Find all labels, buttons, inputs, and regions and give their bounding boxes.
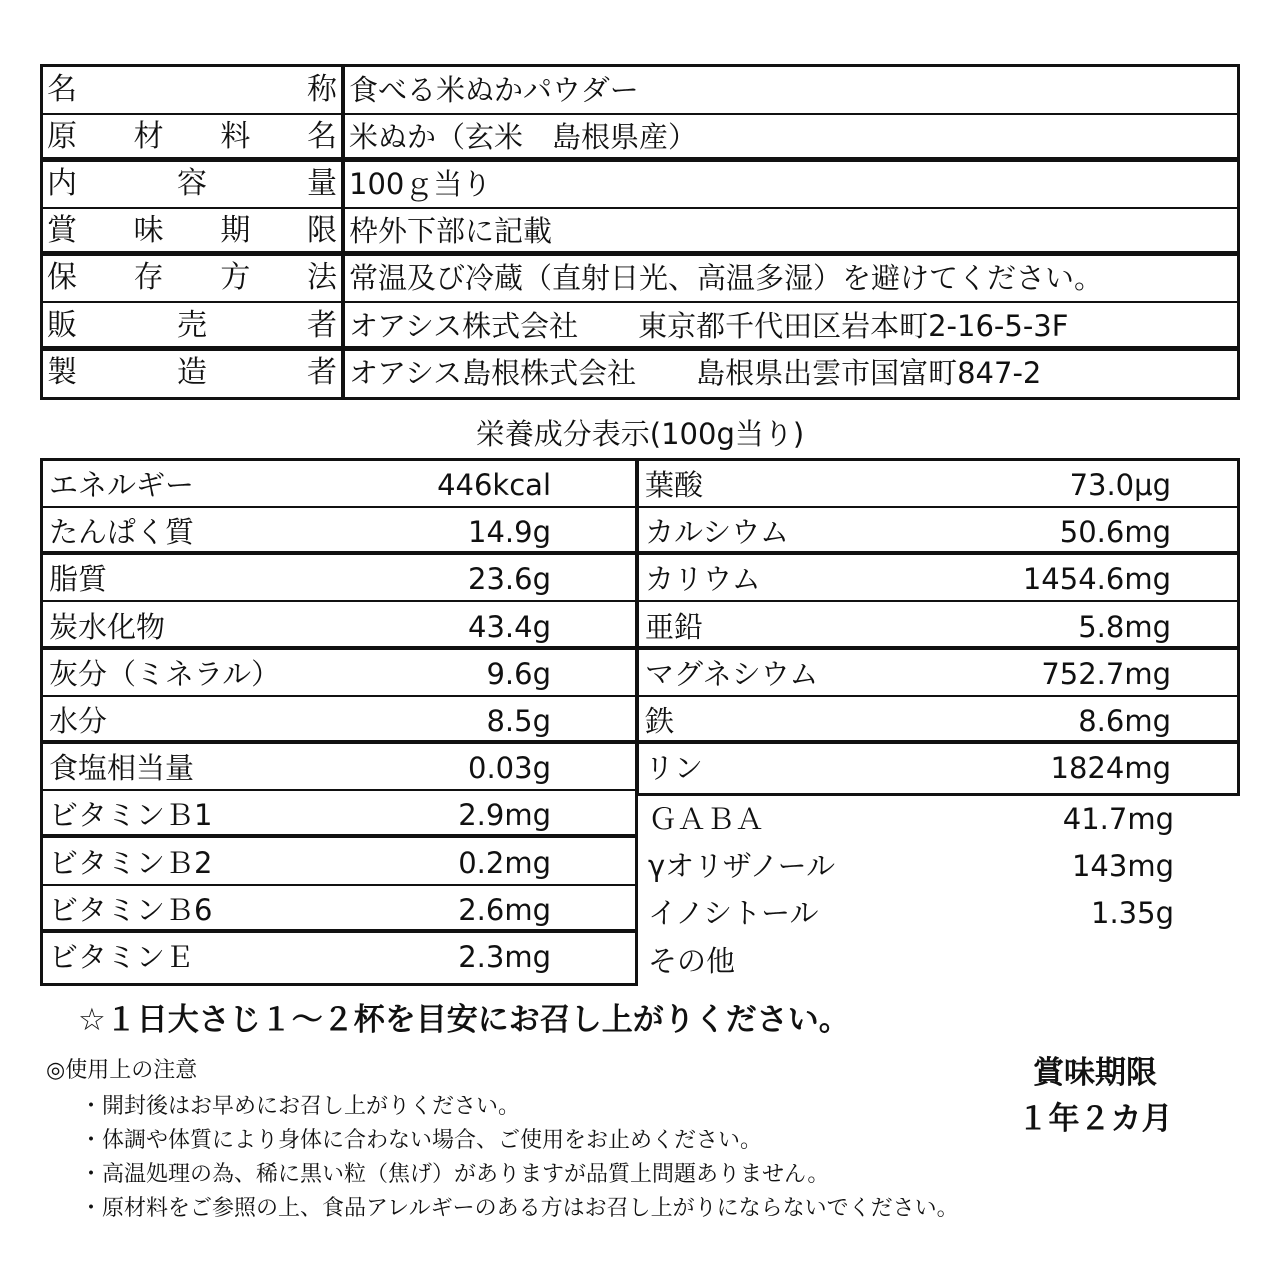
- info-label-char: 期: [220, 213, 251, 249]
- nutrition-left-table: [40, 458, 638, 986]
- nutrient-row: [43, 791, 635, 838]
- nutrient-value: 8.5g: [486, 704, 551, 738]
- nutrient-name: 水分: [49, 704, 108, 738]
- nutrient-row: [639, 650, 1237, 697]
- nutrient-row: [43, 697, 635, 744]
- info-value-part: オアシス島根株式会社: [349, 355, 637, 390]
- nutrient-value: 2.6mg: [458, 892, 551, 927]
- nutrient-name: ビタミンＥ: [49, 940, 195, 974]
- nutrient-value: 1454.6mg: [1022, 562, 1171, 597]
- info-value-part: オアシス株式会社: [349, 308, 579, 343]
- info-value-part: 島根県出雲市国富町847-2: [696, 355, 1042, 390]
- info-label: [47, 211, 337, 251]
- nutrient-value: 0.03g: [468, 751, 551, 786]
- nutrient-value: 1.35g: [1091, 896, 1174, 931]
- column-divider: [341, 114, 345, 162]
- nutrient-row: [43, 461, 635, 508]
- info-label-char: 者: [307, 354, 337, 390]
- info-row: [43, 303, 1237, 351]
- nutrient-name: 食塩相当量: [49, 751, 195, 786]
- info-value: [349, 258, 1231, 298]
- info-value-part: 東京都千代田区岩本町2-16-5-3F: [638, 308, 1069, 343]
- nutrient-name: ビタミンＢ2: [49, 845, 213, 880]
- note-item: ・高温処理の為、稀に黒い粒（焦げ）がありますが品質上問題ありません。: [80, 1162, 830, 1187]
- info-value: [349, 117, 1231, 157]
- info-row: [43, 208, 1237, 256]
- info-value: [349, 306, 1231, 346]
- nutrient-row: [640, 795, 1240, 842]
- nutrient-row: [639, 603, 1237, 650]
- nutrient-row: [639, 697, 1237, 744]
- nutrient-value: 2.3mg: [458, 940, 551, 974]
- info-row: [43, 255, 1237, 303]
- nutrient-row: [640, 889, 1240, 936]
- nutrient-value: 2.9mg: [458, 798, 551, 833]
- nutrient-row: [43, 886, 635, 933]
- info-row: [43, 114, 1237, 162]
- column-divider: [341, 208, 345, 256]
- info-label-char: 製: [47, 354, 77, 390]
- info-value: [349, 70, 1231, 110]
- nutrient-value: 14.9g: [468, 515, 551, 550]
- nutrient-name: リン: [645, 751, 704, 786]
- note-item: ・体調や体質により身体に合わない場合、ご使用をお止めください。: [80, 1128, 763, 1153]
- nutrient-name: 鉄: [645, 704, 675, 738]
- info-label-char: 賞: [47, 213, 77, 249]
- nutrient-value: 143mg: [1071, 849, 1174, 884]
- info-label-char: 名: [306, 119, 337, 155]
- nutrition-title: 栄養成分表示(100g当り): [475, 417, 805, 451]
- info-label-char: 量: [307, 166, 337, 202]
- notes-heading: ◎使用上の注意: [46, 1058, 198, 1083]
- info-label-char: 売: [177, 307, 207, 343]
- product-info-table: [40, 64, 1240, 400]
- info-label-char: 販: [47, 307, 77, 343]
- info-row: [43, 161, 1237, 209]
- info-value-part: 100ｇ当り: [349, 167, 492, 202]
- nutrient-value: 23.6g: [468, 562, 551, 597]
- nutrient-name: その他: [648, 943, 736, 978]
- info-label-char: 称: [307, 72, 337, 107]
- nutrient-name: 葉酸: [645, 468, 704, 502]
- info-label-char: 容: [177, 166, 207, 202]
- info-value: [349, 164, 1231, 204]
- nutrient-name: ビタミンＢ6: [49, 892, 213, 927]
- nutrient-row: [640, 842, 1240, 889]
- nutrient-row: [639, 508, 1237, 555]
- info-value-part: 常温及び冷蔵（直射日光、高温多湿）を避けてください。: [349, 261, 1104, 296]
- info-label-char: 名: [47, 72, 77, 107]
- nutrient-name: カリウム: [645, 562, 761, 597]
- serving-tip: ☆１日大さじ１～２杯を目安にお召し上がりください。: [78, 1002, 850, 1038]
- nutrient-name: たんぱく質: [49, 515, 195, 550]
- info-label-char: 保: [47, 260, 77, 296]
- nutrient-name: γオリザノール: [648, 849, 836, 884]
- info-label-char: 造: [177, 354, 207, 390]
- nutrient-value: 1824mg: [1050, 751, 1171, 786]
- nutrient-row: [43, 650, 635, 697]
- info-label-char: 者: [307, 307, 337, 343]
- nutrient-row: [43, 508, 635, 555]
- nutrient-row: [43, 555, 635, 602]
- nutrient-value: 9.6g: [486, 656, 551, 691]
- nutrient-row: [639, 555, 1237, 602]
- nutrient-row: [640, 937, 1240, 984]
- info-label: [47, 306, 337, 346]
- info-label-char: 存: [133, 260, 164, 296]
- info-row: [43, 350, 1237, 398]
- nutrient-value: 5.8mg: [1078, 609, 1171, 644]
- column-divider: [341, 255, 345, 303]
- column-divider: [341, 161, 345, 209]
- shelf-life: [1000, 1050, 1190, 1142]
- info-label: [47, 70, 337, 110]
- nutrient-row: [43, 839, 635, 886]
- column-divider: [341, 303, 345, 351]
- info-label-char: 法: [306, 260, 337, 296]
- info-row: [43, 67, 1237, 115]
- nutrient-row: [43, 603, 635, 650]
- info-label-char: 原: [47, 119, 77, 155]
- notes-list: [80, 1090, 959, 1226]
- nutrient-name: 脂質: [49, 562, 108, 597]
- info-label-char: 限: [306, 213, 337, 249]
- column-divider: [341, 350, 345, 398]
- nutrient-name: マグネシウム: [645, 656, 819, 691]
- info-label-char: 内: [47, 166, 77, 202]
- info-label-char: 味: [133, 213, 164, 249]
- nutrient-value: 0.2mg: [458, 845, 551, 880]
- nutrient-value: 41.7mg: [1062, 802, 1174, 836]
- info-label: [47, 353, 337, 393]
- nutrient-name: エネルギー: [49, 468, 195, 502]
- note-item: ・原材料をご参照の上、食品アレルギーのある方はお召し上がりにならないでください。: [80, 1196, 959, 1221]
- info-value: [349, 211, 1231, 251]
- nutrient-value: 73.0μg: [1069, 468, 1171, 502]
- info-value-part: 食べる米ぬかパウダー: [349, 73, 639, 107]
- info-label: [47, 258, 337, 298]
- info-value-part: 米ぬか（玄米 島根県産）: [349, 120, 698, 155]
- nutrient-value: 8.6mg: [1078, 704, 1171, 738]
- nutrient-name: ビタミンＢ1: [49, 798, 213, 833]
- info-label-char: 方: [220, 260, 251, 296]
- column-divider: [341, 67, 345, 115]
- nutrient-name: 炭水化物: [49, 609, 166, 644]
- nutrient-value: 43.4g: [468, 609, 551, 644]
- info-value-part: 枠外下部に記載: [349, 214, 553, 249]
- info-label: [47, 164, 337, 204]
- info-label-char: 料: [220, 119, 251, 155]
- info-value: [349, 353, 1231, 393]
- nutrient-name: 亜鉛: [645, 609, 704, 644]
- shelf-life-label: 賞味期限: [1033, 1055, 1157, 1091]
- nutrient-row: [43, 933, 635, 980]
- nutrient-value: 752.7mg: [1041, 656, 1171, 691]
- nutrition-right-table: [636, 458, 1240, 796]
- info-label: [47, 117, 337, 157]
- note-item: ・開封後はお早めにお召し上がりください。: [80, 1094, 521, 1119]
- info-label-char: 材: [133, 119, 164, 155]
- nutrient-name: ＧＡＢＡ: [648, 802, 765, 836]
- nutrient-value: 50.6mg: [1059, 515, 1171, 550]
- nutrient-name: イノシトール: [648, 896, 819, 931]
- nutrient-row: [639, 744, 1237, 791]
- shelf-life-value: １年２カ月: [1017, 1101, 1173, 1137]
- nutrient-name: カルシウム: [645, 515, 789, 550]
- nutrient-row: [639, 461, 1237, 508]
- nutrient-row: [43, 744, 635, 791]
- nutrient-value: 446kcal: [437, 468, 551, 502]
- nutrient-name: 灰分（ミネラル）: [49, 656, 281, 691]
